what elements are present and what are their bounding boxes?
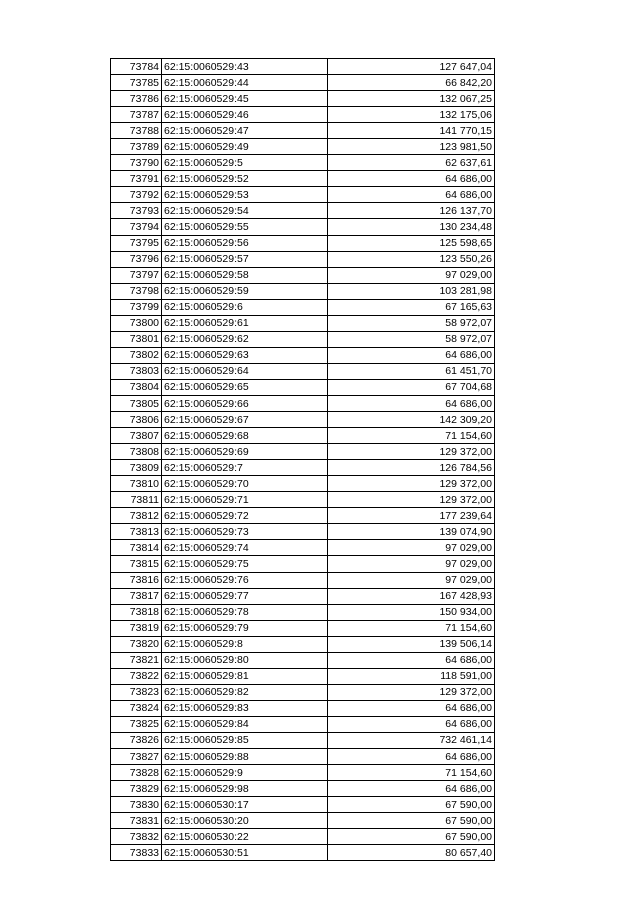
cadastral-number-cell: 62:15:0060529:63 (162, 347, 328, 363)
row-number-cell: 73808 (111, 444, 162, 460)
table-row (111, 331, 495, 347)
row-number-cell: 73815 (111, 556, 162, 572)
table-body (111, 59, 495, 861)
cadastral-value-cell: 67 590,00 (328, 813, 495, 829)
cadastral-number-cell: 62:15:0060529:85 (162, 732, 328, 748)
cadastral-number-cell: 62:15:0060529:59 (162, 283, 328, 299)
cadastral-value-cell: 126 137,70 (328, 203, 495, 219)
cadastral-value-cell: 67 590,00 (328, 797, 495, 813)
row-number-cell: 73817 (111, 588, 162, 604)
table-row (111, 171, 495, 187)
row-number-cell: 73822 (111, 668, 162, 684)
row-number-cell: 73830 (111, 797, 162, 813)
cadastral-value-cell: 132 175,06 (328, 107, 495, 123)
table-row (111, 299, 495, 315)
cadastral-value-cell: 123 981,50 (328, 139, 495, 155)
table-row (111, 524, 495, 540)
cadastral-number-cell: 62:15:0060529:9 (162, 765, 328, 781)
cadastral-value-cell: 127 647,04 (328, 59, 495, 75)
row-number-cell: 73810 (111, 476, 162, 492)
row-number-cell: 73789 (111, 139, 162, 155)
cadastral-number-cell: 62:15:0060529:56 (162, 235, 328, 251)
table-row (111, 395, 495, 411)
cadastral-number-cell: 62:15:0060530:17 (162, 797, 328, 813)
cadastral-number-cell: 62:15:0060529:77 (162, 588, 328, 604)
cadastral-number-cell: 62:15:0060529:57 (162, 251, 328, 267)
table-row (111, 219, 495, 235)
row-number-cell: 73784 (111, 59, 162, 75)
cadastral-number-cell: 62:15:0060529:88 (162, 749, 328, 765)
table-row (111, 347, 495, 363)
table-row (111, 749, 495, 765)
cadastral-number-cell: 62:15:0060529:83 (162, 700, 328, 716)
cadastral-value-cell: 64 686,00 (328, 700, 495, 716)
table-row (111, 139, 495, 155)
table-row (111, 283, 495, 299)
row-number-cell: 73826 (111, 732, 162, 748)
cadastral-number-cell: 62:15:0060529:78 (162, 604, 328, 620)
cadastral-value-cell: 71 154,60 (328, 428, 495, 444)
row-number-cell: 73794 (111, 219, 162, 235)
cadastral-value-cell: 67 590,00 (328, 829, 495, 845)
row-number-cell: 73795 (111, 235, 162, 251)
table-row (111, 620, 495, 636)
table-row (111, 203, 495, 219)
row-number-cell: 73820 (111, 636, 162, 652)
cadastral-number-cell: 62:15:0060529:82 (162, 684, 328, 700)
row-number-cell: 73785 (111, 75, 162, 91)
cadastral-value-cell: 97 029,00 (328, 540, 495, 556)
cadastral-number-cell: 62:15:0060529:64 (162, 363, 328, 379)
cadastral-value-cell: 58 972,07 (328, 331, 495, 347)
cadastral-value-cell: 64 686,00 (328, 187, 495, 203)
table-row (111, 267, 495, 283)
cadastral-number-cell: 62:15:0060529:68 (162, 428, 328, 444)
table-row (111, 476, 495, 492)
table-row (111, 556, 495, 572)
row-number-cell: 73799 (111, 299, 162, 315)
row-number-cell: 73813 (111, 524, 162, 540)
row-number-cell: 73812 (111, 508, 162, 524)
table-row (111, 813, 495, 829)
cadastral-value-cell: 71 154,60 (328, 620, 495, 636)
cadastral-number-cell: 62:15:0060529:45 (162, 91, 328, 107)
cadastral-number-cell: 62:15:0060529:69 (162, 444, 328, 460)
row-number-cell: 73831 (111, 813, 162, 829)
table-row (111, 700, 495, 716)
cadastral-value-cell: 129 372,00 (328, 476, 495, 492)
cadastral-value-cell: 80 657,40 (328, 845, 495, 861)
row-number-cell: 73805 (111, 395, 162, 411)
cadastral-value-cell: 103 281,98 (328, 283, 495, 299)
row-number-cell: 73821 (111, 652, 162, 668)
cadastral-value-cell: 150 934,00 (328, 604, 495, 620)
cadastral-value-cell: 177 239,64 (328, 508, 495, 524)
cadastral-number-cell: 62:15:0060529:65 (162, 379, 328, 395)
row-number-cell: 73788 (111, 123, 162, 139)
cadastral-number-cell: 62:15:0060529:67 (162, 412, 328, 428)
table-row (111, 540, 495, 556)
cadastral-value-cell: 97 029,00 (328, 572, 495, 588)
table-row (111, 845, 495, 861)
row-number-cell: 73800 (111, 315, 162, 331)
row-number-cell: 73832 (111, 829, 162, 845)
row-number-cell: 73811 (111, 492, 162, 508)
row-number-cell: 73807 (111, 428, 162, 444)
table-row (111, 412, 495, 428)
row-number-cell: 73791 (111, 171, 162, 187)
table-row (111, 716, 495, 732)
cadastral-value-cell: 64 686,00 (328, 395, 495, 411)
row-number-cell: 73804 (111, 379, 162, 395)
row-number-cell: 73816 (111, 572, 162, 588)
cadastral-number-cell: 62:15:0060529:62 (162, 331, 328, 347)
row-number-cell: 73798 (111, 283, 162, 299)
cadastral-value-cell: 141 770,15 (328, 123, 495, 139)
cadastral-value-cell: 125 598,65 (328, 235, 495, 251)
cadastral-number-cell: 62:15:0060529:75 (162, 556, 328, 572)
cadastral-number-cell: 62:15:0060529:52 (162, 171, 328, 187)
row-number-cell: 73809 (111, 460, 162, 476)
cadastral-value-cell: 71 154,60 (328, 765, 495, 781)
row-number-cell: 73806 (111, 412, 162, 428)
table-row (111, 508, 495, 524)
table-row (111, 155, 495, 171)
cadastral-number-cell: 62:15:0060529:54 (162, 203, 328, 219)
cadastral-number-cell: 62:15:0060529:47 (162, 123, 328, 139)
cadastral-number-cell: 62:15:0060530:22 (162, 829, 328, 845)
cadastral-number-cell: 62:15:0060529:72 (162, 508, 328, 524)
cadastral-number-cell: 62:15:0060529:73 (162, 524, 328, 540)
table-row (111, 379, 495, 395)
table-row (111, 492, 495, 508)
cadastral-number-cell: 62:15:0060529:55 (162, 219, 328, 235)
table-row (111, 781, 495, 797)
cadastral-value-cell: 129 372,00 (328, 492, 495, 508)
cadastral-value-cell: 64 686,00 (328, 347, 495, 363)
row-number-cell: 73796 (111, 251, 162, 267)
table-row (111, 107, 495, 123)
table-row (111, 315, 495, 331)
row-number-cell: 73833 (111, 845, 162, 861)
table-row (111, 444, 495, 460)
cadastral-value-cell: 132 067,25 (328, 91, 495, 107)
cadastral-number-cell: 62:15:0060529:98 (162, 781, 328, 797)
row-number-cell: 73823 (111, 684, 162, 700)
cadastral-number-cell: 62:15:0060529:49 (162, 139, 328, 155)
cadastral-number-cell: 62:15:0060529:70 (162, 476, 328, 492)
table-row (111, 363, 495, 379)
cadastral-value-cell: 58 972,07 (328, 315, 495, 331)
cadastral-number-cell: 62:15:0060529:84 (162, 716, 328, 732)
cadastral-value-cell: 62 637,61 (328, 155, 495, 171)
row-number-cell: 73801 (111, 331, 162, 347)
row-number-cell: 73825 (111, 716, 162, 732)
cadastral-number-cell: 62:15:0060529:58 (162, 267, 328, 283)
cadastral-value-cell: 64 686,00 (328, 171, 495, 187)
table-row (111, 235, 495, 251)
cadastral-number-cell: 62:15:0060529:6 (162, 299, 328, 315)
cadastral-number-cell: 62:15:0060529:80 (162, 652, 328, 668)
cadastral-value-cell: 142 309,20 (328, 412, 495, 428)
cadastral-value-cell: 66 842,20 (328, 75, 495, 91)
cadastral-number-cell: 62:15:0060529:61 (162, 315, 328, 331)
cadastral-value-cell: 64 686,00 (328, 781, 495, 797)
table-row (111, 652, 495, 668)
cadastral-value-cell: 732 461,14 (328, 732, 495, 748)
cadastral-number-cell: 62:15:0060529:43 (162, 59, 328, 75)
row-number-cell: 73797 (111, 267, 162, 283)
row-number-cell: 73803 (111, 363, 162, 379)
table-row (111, 187, 495, 203)
table-row (111, 251, 495, 267)
table-row (111, 460, 495, 476)
table-row (111, 572, 495, 588)
table-row (111, 588, 495, 604)
cadastral-number-cell: 62:15:0060530:20 (162, 813, 328, 829)
cadastral-number-cell: 62:15:0060529:76 (162, 572, 328, 588)
cadastral-number-cell: 62:15:0060529:71 (162, 492, 328, 508)
cadastral-number-cell: 62:15:0060529:81 (162, 668, 328, 684)
table-row (111, 604, 495, 620)
cadastral-value-cell: 129 372,00 (328, 444, 495, 460)
cadastral-number-cell: 62:15:0060529:53 (162, 187, 328, 203)
cadastral-number-cell: 62:15:0060529:8 (162, 636, 328, 652)
row-number-cell: 73786 (111, 91, 162, 107)
cadastral-value-cell: 123 550,26 (328, 251, 495, 267)
row-number-cell: 73802 (111, 347, 162, 363)
cadastral-value-cell: 126 784,56 (328, 460, 495, 476)
cadastral-value-cell: 167 428,93 (328, 588, 495, 604)
row-number-cell: 73824 (111, 700, 162, 716)
cadastral-number-cell: 62:15:0060529:5 (162, 155, 328, 171)
table-row (111, 123, 495, 139)
cadastral-value-cell: 67 165,63 (328, 299, 495, 315)
row-number-cell: 73828 (111, 765, 162, 781)
cadastral-value-cell: 67 704,68 (328, 379, 495, 395)
cadastral-value-cell: 97 029,00 (328, 267, 495, 283)
table-row (111, 684, 495, 700)
cadastral-number-cell: 62:15:0060529:7 (162, 460, 328, 476)
table-row (111, 91, 495, 107)
cadastral-number-cell: 62:15:0060529:74 (162, 540, 328, 556)
table-row (111, 765, 495, 781)
cadastral-number-cell: 62:15:0060529:79 (162, 620, 328, 636)
table-row (111, 732, 495, 748)
cadastral-value-cell: 61 451,70 (328, 363, 495, 379)
row-number-cell: 73787 (111, 107, 162, 123)
table-row (111, 636, 495, 652)
row-number-cell: 73819 (111, 620, 162, 636)
cadastral-value-cell: 139 506,14 (328, 636, 495, 652)
cadastral-value-cell: 64 686,00 (328, 652, 495, 668)
row-number-cell: 73792 (111, 187, 162, 203)
cadastral-value-cell: 64 686,00 (328, 749, 495, 765)
row-number-cell: 73793 (111, 203, 162, 219)
cadastral-number-cell: 62:15:0060529:46 (162, 107, 328, 123)
cadastral-value-cell: 64 686,00 (328, 716, 495, 732)
row-number-cell: 73829 (111, 781, 162, 797)
row-number-cell: 73790 (111, 155, 162, 171)
table-row (111, 59, 495, 75)
cadastral-value-cell: 129 372,00 (328, 684, 495, 700)
row-number-cell: 73814 (111, 540, 162, 556)
cadastral-number-cell: 62:15:0060529:66 (162, 395, 328, 411)
cadastral-value-cell: 118 591,00 (328, 668, 495, 684)
row-number-cell: 73818 (111, 604, 162, 620)
table-row (111, 797, 495, 813)
cadastral-value-cell: 130 234,48 (328, 219, 495, 235)
cadastral-value-cell: 97 029,00 (328, 556, 495, 572)
cadastral-value-table (110, 58, 495, 861)
table-row (111, 829, 495, 845)
cadastral-number-cell: 62:15:0060529:44 (162, 75, 328, 91)
table-row (111, 428, 495, 444)
row-number-cell: 73827 (111, 749, 162, 765)
table-row (111, 668, 495, 684)
cadastral-value-cell: 139 074,90 (328, 524, 495, 540)
cadastral-number-cell: 62:15:0060530:51 (162, 845, 328, 861)
table-row (111, 75, 495, 91)
